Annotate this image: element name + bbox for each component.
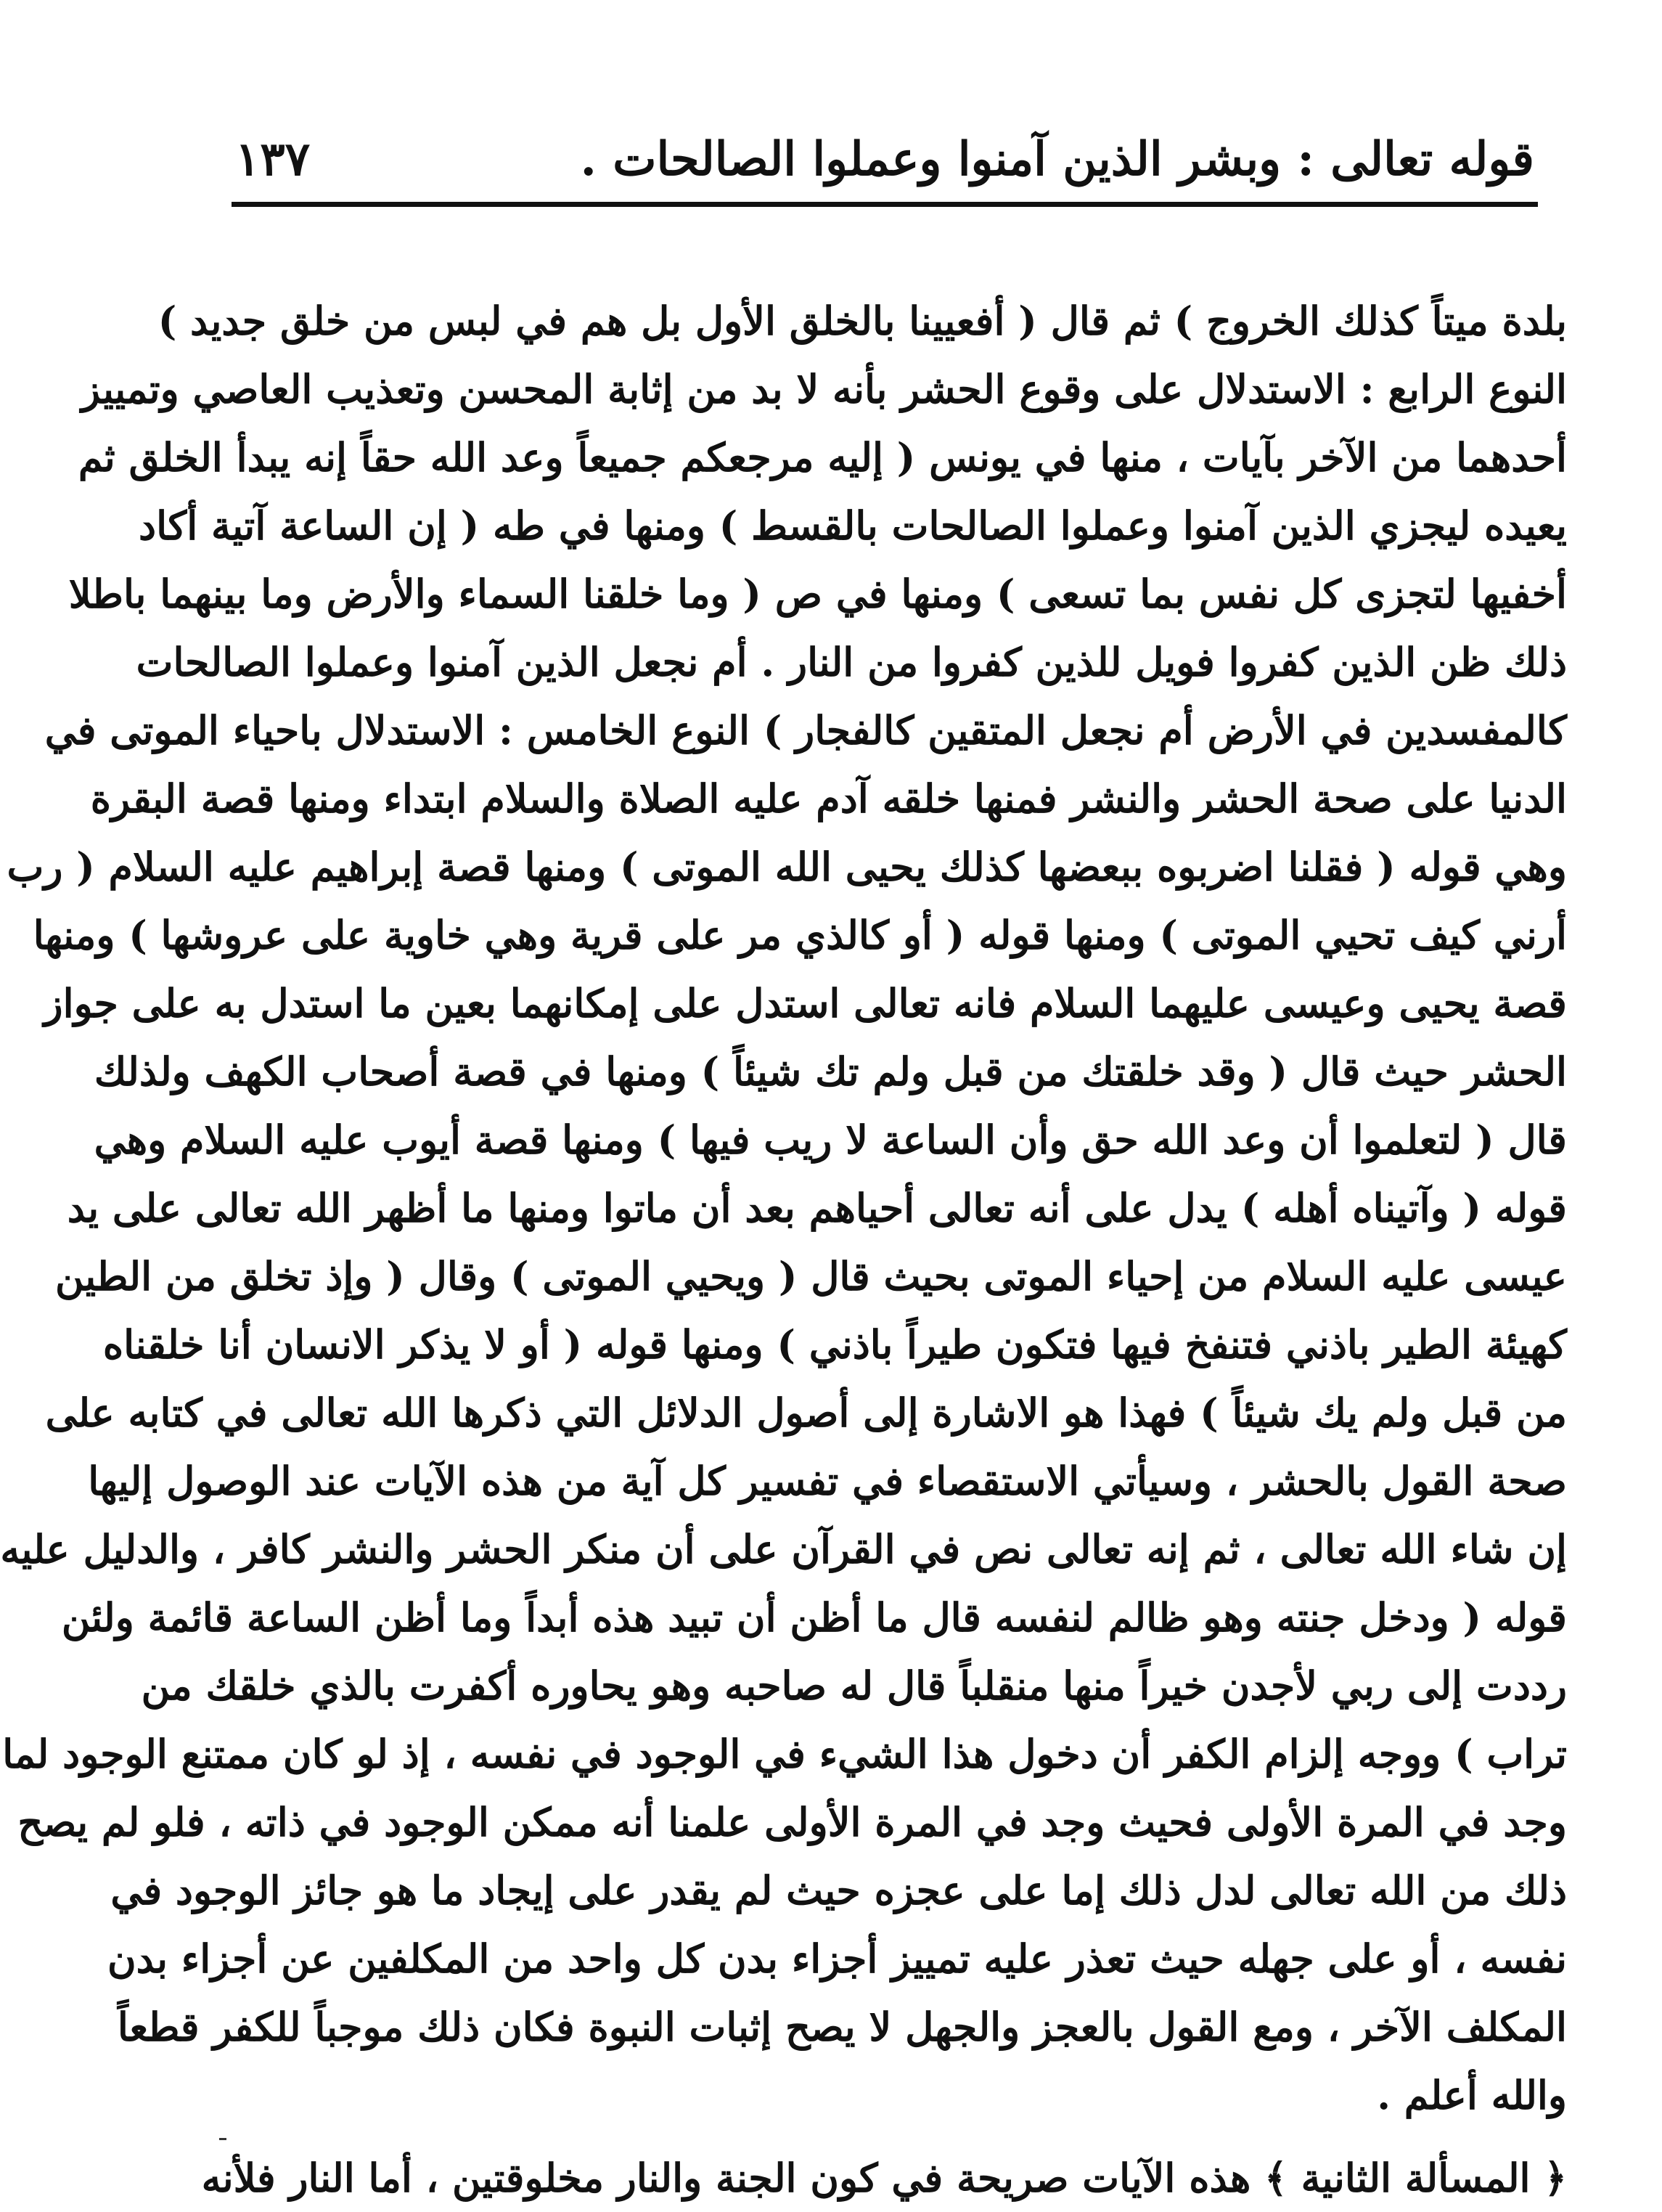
text-line: أرني كيف تحيي الموتى ) ومنها قوله ( أو كالذي مر على قرية وهي خاوية على عروشها ) ومنها — [33, 912, 1567, 958]
running-header — [235, 127, 1534, 192]
text-line: والله أعلم . — [1377, 2072, 1567, 2118]
text-line: الحشر حيث قال ( وقد خلقتك من قبل ولم تك شيئاً ) ومنها في قصة أصحاب الكهف ولذلك — [94, 1048, 1567, 1095]
text-line: بلدة ميتاً كذلك الخروج ) ثم قال ( أفعيينا بالخلق الأول بل هم في لبس من خلق جديد ) — [157, 298, 1567, 344]
text-line: من قبل ولم يك شيئاً ) فهذا هو الاشارة إلى أصول الدلائل التي ذكرها الله تعالى في كتابه على — [45, 1389, 1567, 1436]
text-line: وهي قوله ( فقلنا اضربوه ببعضها كذلك يحيى الله الموتى ) ومنها قصة إبراهيم عليه السلام ( رب — [7, 844, 1567, 890]
text-line: ذلك من الله تعالى لدل ذلك إما على عجزه حيث لم يقدر على إيجاد ما هو جائز الوجود في — [110, 1867, 1567, 1914]
text-line: إن شاء الله تعالى ، ثم إنه تعالى نص في القرآن على أن منكر الحشر والنشر كافر ، والدليل عليه — [0, 1526, 1567, 1572]
text-line: قصة يحيى وعيسى عليهما السلام فانه تعالى استدل على إمكانهما بعين ما استدل به على جواز — [44, 980, 1567, 1027]
text-line: صحة القول بالحشر ، وسيأتي الاستقصاء في تفسير كل آية من هذه الآيات عند الوصول إليها — [88, 1458, 1567, 1504]
text-line: عيسى عليه السلام من إحياء الموتى بحيث قال ( ويحيي الموتى ) وقال ( وإذ تخلق من الطين — [54, 1253, 1567, 1299]
body-text — [0, 287, 1567, 2212]
text-line: وجد في المرة الأولى فحيث وجد في المرة الأولى علمنا أنه ممكن الوجود في ذاته ، فلو لم يصح — [17, 1799, 1567, 1845]
header-rule — [232, 202, 1538, 207]
text-line: نفسه ، أو على جهله حيث تعذر عليه تمييز أجزاء بدن كل واحد من المكلفين عن أجزاء بدن — [107, 1935, 1567, 1982]
text-line: كالمفسدين في الأرض أم نجعل المتقين كالفجار ) النوع الخامس : الاستدلال باحياء الموتى في — [44, 707, 1567, 754]
text-line: قوله ( ودخل جنته وهو ظالم لنفسه قال ما أظن أن تبيد هذه أبداً وما أظن الساعة قائمة ولئن — [61, 1594, 1567, 1641]
text-line: رددت إلى ربي لأجدن خيراً منها منقلباً قال له صاحبه وهو يحاوره أكفرت بالذي خلقك من — [141, 1662, 1567, 1709]
text-line: أخفيها لتجزى كل نفس بما تسعى ) ومنها في ص ( وما خلقنا السماء والأرض وما بينهما باطلا — [68, 571, 1567, 617]
text-line: يعيده ليجزي الذين آمنوا وعملوا الصالحات بالقسط ) ومنها في طه ( إن الساعة آتية أكاد — [139, 502, 1567, 549]
text-line: تراب ) ووجه إلزام الكفر أن دخول هذا الشيء في الوجود في نفسه ، إذ لو كان ممتنع الوجود لما — [2, 1731, 1567, 1777]
text-line: الدنيا على صحة الحشر والنشر فمنها خلقه آدم عليه الصلاة والسلام ابتداء ومنها قصة البقرة — [90, 775, 1567, 822]
text-line: ذلك ظن الذين كفروا فويل للذين كفروا من النار . أم نجعل الذين آمنوا وعملوا الصالحات — [136, 639, 1567, 685]
page-number: ١٣٧ — [235, 132, 311, 187]
text-line: كهيئة الطير باذني فتنفخ فيها فتكون طيراً باذني ) ومنها قوله ( أو لا يذكر الانسان أنا خلقناه — [102, 1321, 1567, 1368]
scan-mark — [219, 2138, 226, 2140]
text-line: أحدهما من الآخر بآيات ، منها في يونس ( إليه مرجعكم جميعاً وعد الله حقاً إنه يبدأ الخلق ثم — [78, 434, 1567, 481]
text-line: قال ( لتعلموا أن وعد الله حق وأن الساعة لا ريب فيها ) ومنها قصة أيوب عليه السلام وهي — [94, 1117, 1567, 1163]
text-line: المكلف الآخر ، ومع القول بالعجز والجهل لا يصح إثبات النبوة فكان ذلك موجباً للكفر قطعاً — [117, 2004, 1567, 2050]
text-line: النوع الرابع : الاستدلال على وقوع الحشر بأنه لا بد من إثابة المحسن وتعذيب العاصي وتمييز — [81, 366, 1567, 412]
text-line: قوله ( وآتيناه أهله ) يدل على أنه تعالى أحياهم بعد أن ماتوا ومنها ما أظهر الله تعالى على يد — [67, 1185, 1567, 1231]
paragraph-gap — [239, 2129, 1567, 2144]
masala-heading-line: ﴿ المسألة الثانية ﴾ هذه الآيات صريحة في كون الجنة والنار مخلوقتين ، أما النار فلأنه — [201, 2155, 1567, 2201]
header-title: قوله تعالى : وبشر الذين آمنوا وعملوا الصالحات . — [580, 132, 1534, 187]
